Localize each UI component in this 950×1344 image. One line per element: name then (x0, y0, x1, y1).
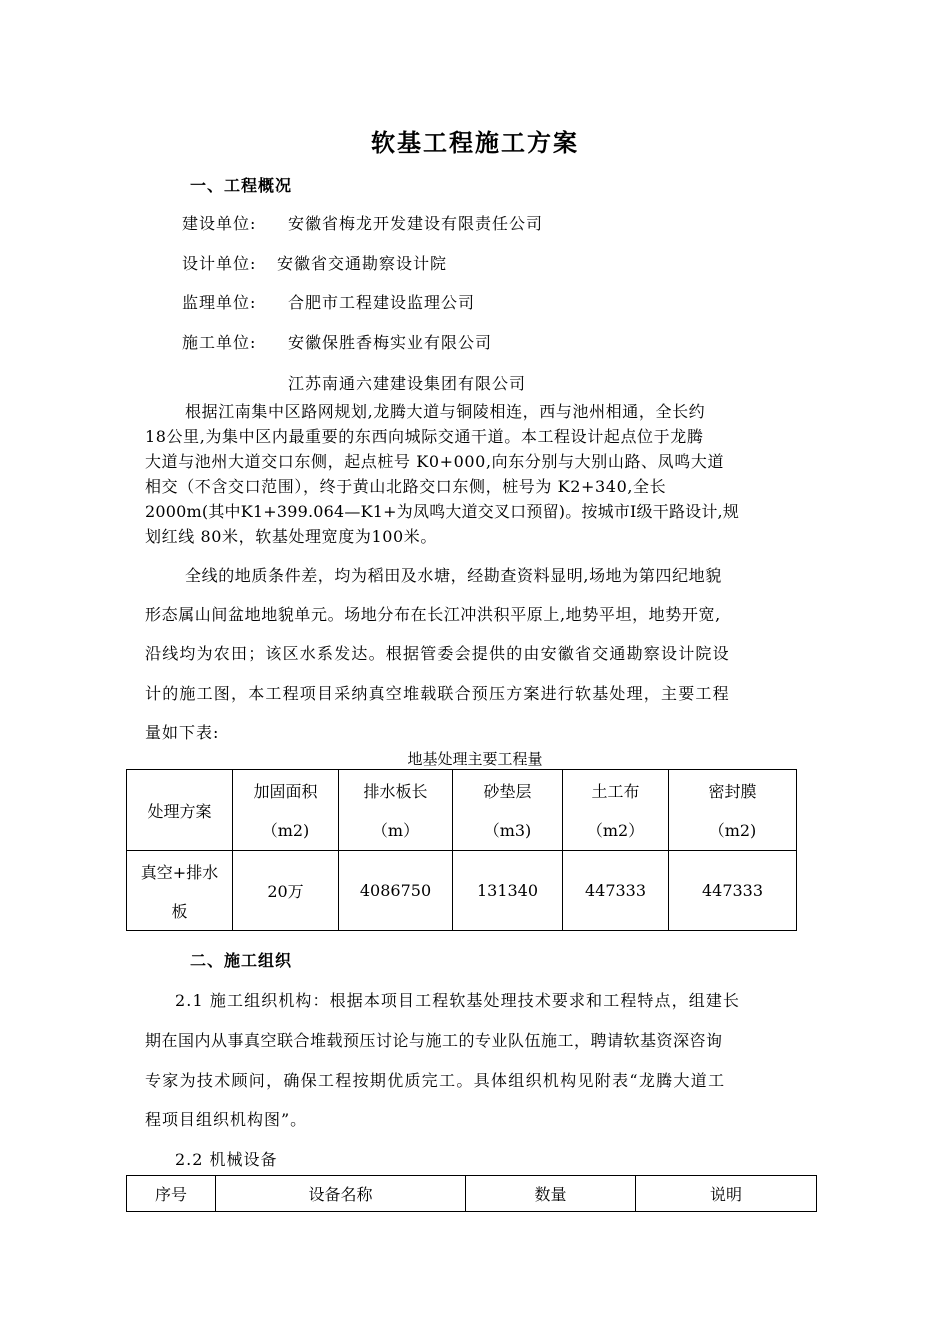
table-header-cell (453, 770, 563, 851)
paragraph-line: 根据江南集中区路网规划,龙腾大道与铜陵相连，西与池州相通，全长约 (185, 402, 706, 421)
header-text: 处理方案 (147, 801, 212, 821)
unit-construction-label: 建设单位: (182, 214, 257, 233)
paragraph-line: 形态属山间盆地地貌单元。场地分布在长江冲洪积平原上,地势平坦，地势开宽, (145, 605, 721, 624)
table-header-cell: 设备名称 (216, 1176, 466, 1212)
scheme-text: 板 (171, 901, 188, 921)
table-header-row (127, 770, 797, 851)
unit-design-label: 设计单位: (182, 254, 257, 273)
quantities-table (126, 769, 797, 931)
table-cell: 4086750 (339, 851, 453, 931)
header-unit: （m3) (483, 821, 532, 840)
unit-construction-value: 安徽省梅龙开发建设有限责任公司 (288, 214, 544, 233)
paragraph-line: 期在国内从事真空联合堆载预压讨论与施工的专业队伍施工，聘请软基资深咨询 (145, 1031, 723, 1050)
header-unit: （m2） (586, 821, 645, 840)
paragraph-line: 18公里,为集中区内最重要的东西向城际交通干道。本工程设计起点位于龙腾 (145, 427, 704, 446)
header-text: 砂垫层 (483, 782, 532, 801)
paragraph-line: 计的施工图，本工程项目采纳真空堆载联合预压方案进行软基处理，主要工程 (145, 684, 730, 703)
table-header-cell: 说明 (636, 1176, 817, 1212)
table-header-cell: 数量 (466, 1176, 636, 1212)
paragraph-line: 程项目组织机构图”。 (145, 1110, 308, 1129)
unit-contractor-value: 安徽保胜香梅实业有限公司 (288, 333, 493, 352)
table-cell: 131340 (453, 851, 563, 931)
table-header-cell (233, 770, 339, 851)
paragraph-line: 大道与池州大道交口东侧，起点桩号 K0+000,向东分别与大别山路、凤鸣大道 (145, 452, 725, 471)
unit-supervision-label: 监理单位: (182, 293, 257, 312)
header-text: 土工布 (591, 782, 640, 801)
table-cell: 447333 (669, 851, 797, 931)
section-heading-organization: 二、施工组织 (190, 951, 293, 970)
table-header-row (127, 1176, 817, 1212)
paragraph-line: 量如下表: (145, 723, 220, 742)
unit-design-value: 安徽省交通勘察设计院 (277, 254, 448, 273)
unit-contractor-label: 施工单位: (182, 333, 257, 352)
header-text: 加固面积 (253, 782, 318, 801)
table-header-cell (563, 770, 669, 851)
table-header-cell: 序号 (127, 1176, 216, 1212)
equipment-table (126, 1175, 817, 1212)
scheme-text: 真空+排水 (140, 862, 219, 882)
paragraph-line: 相交（不含交口范围），终于黄山北路交口东侧，桩号为 K2+340,全长 (145, 477, 667, 496)
header-text: 排水板长 (363, 782, 428, 801)
header-unit: （m2) (261, 821, 310, 840)
section-heading-overview: 一、工程概况 (190, 176, 293, 195)
subheading-machinery: 2.2 机械设备 (175, 1150, 278, 1169)
paragraph-line: 专家为技术顾问，确保工程按期优质完工。具体组织机构见附表“龙腾大道工 (145, 1071, 726, 1090)
table-header-cell (127, 770, 233, 851)
header-text: 密封膜 (708, 782, 757, 801)
paragraph-line: 全线的地质条件差，均为稻田及水塘，经勘查资料显明,场地为第四纪地貌 (185, 566, 722, 585)
paragraph-line: 2.1 施工组织机构：根据本项目工程软基处理技术要求和工程特点，组建长 (175, 991, 741, 1010)
unit-contractor-2-value: 江苏南通六建建设集团有限公司 (288, 374, 527, 393)
table-header-cell (339, 770, 453, 851)
header-unit: （m） (371, 821, 420, 840)
table-cell: 20万 (233, 851, 339, 931)
paragraph-line: 2000m(其中K1+399.064—K1+为凤鸣大道交叉口预留)。按城市Ⅰ级干路设计,规 (145, 502, 740, 521)
unit-supervision-value: 合肥市工程建设监理公司 (288, 293, 476, 312)
table-row (127, 851, 797, 931)
paragraph-line: 划红线 80米，软基处理宽度为100米。 (145, 527, 437, 546)
table-cell-scheme (127, 851, 233, 931)
document-title: 软基工程施工方案 (371, 128, 579, 157)
header-unit: （m2) (708, 821, 757, 840)
paragraph-line: 沿线均为农田；该区水系发达。根据管委会提供的由安徽省交通勘察设计院设 (145, 644, 730, 663)
table-cell: 447333 (563, 851, 669, 931)
table-caption: 地基处理主要工程量 (407, 750, 543, 768)
table-header-cell (669, 770, 797, 851)
